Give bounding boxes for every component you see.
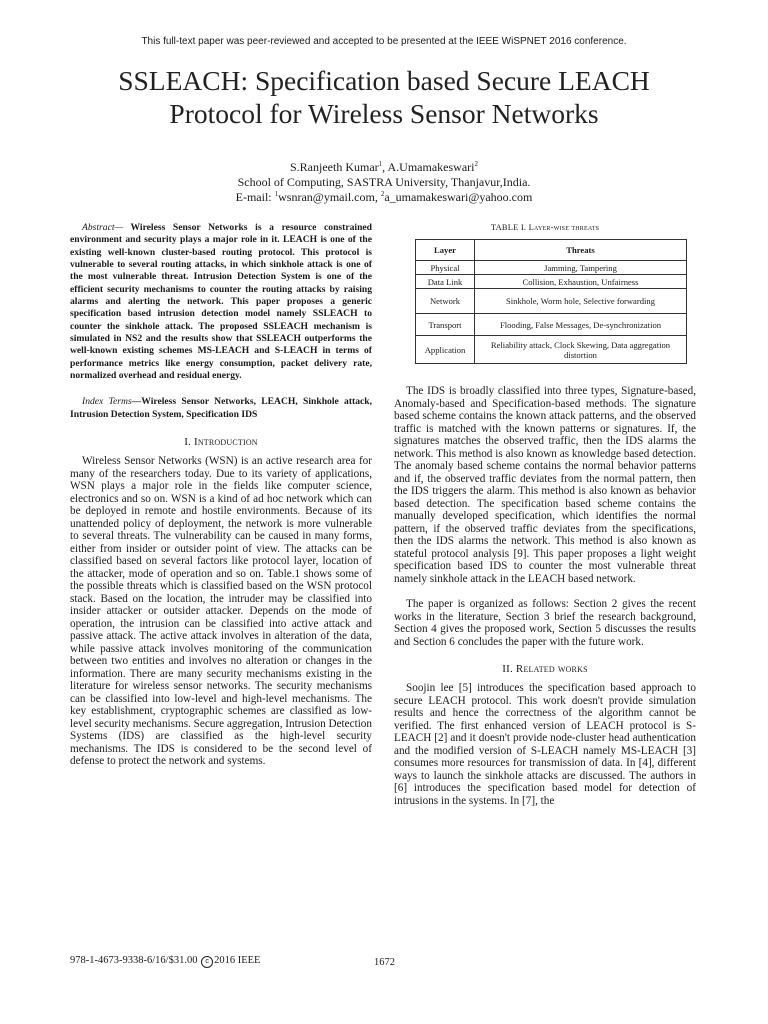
author-2: A.Umamakeswari — [387, 160, 475, 174]
table-caption-text: Layer-wise threats — [528, 222, 600, 232]
section-1-title: Introduction — [193, 436, 258, 449]
conference-note: This full-text paper was peer-reviewed and accepted to be presented at the IEEE WiSPNET 2016 conference. — [141, 36, 627, 47]
author-1-sup: 1 — [378, 160, 383, 168]
table-cell-threats: Flooding, False Messages, De-synchronization — [475, 314, 687, 336]
table-row — [416, 336, 687, 364]
index-terms — [70, 396, 372, 421]
left-column — [70, 222, 372, 768]
table-row — [416, 314, 687, 336]
table-header-row — [416, 240, 687, 261]
section-2-number: II. — [502, 663, 516, 675]
index-terms-label: Index Terms — [82, 396, 132, 408]
section-2-title: Related works — [515, 663, 588, 675]
copyright-year: 2016 IEEE — [214, 955, 261, 966]
section-heading-related-works — [394, 662, 696, 676]
email-1[interactable]: wsnran@ymail.com, — [278, 190, 381, 204]
page-number: 1672 — [374, 957, 395, 968]
author-separator: , — [382, 160, 388, 174]
author-names — [0, 160, 768, 175]
title-line-1: SSLEACH: Specification based Secure LEACH — [118, 65, 650, 96]
section-heading-introduction — [70, 435, 372, 449]
footer-isbn — [70, 955, 260, 968]
abstract-label: Abstract— — [82, 222, 124, 233]
paper-organization-paragraph: The paper is organized as follows: Section 2 gives the recent works in the literature, Section 3 brief the research background, Section 4 gives the proposed work, Section 5 discusses the results and Section 6 concludes the paper with the future work. — [394, 598, 696, 648]
paper-title — [40, 64, 728, 130]
author-1: S.Ranjeeth Kumar — [290, 160, 379, 174]
table-header-threats: Threats — [475, 240, 687, 261]
email-2-sup: 2 — [380, 190, 385, 198]
table-cell-threats: Reliability attack, Clock Skewing, Data aggregation distortion — [475, 336, 687, 364]
table-cell-layer: Network — [416, 289, 475, 314]
table-cell-threats: Collision, Exhaustion, Unfairness — [475, 275, 687, 289]
table-cell-threats: Jamming, Tampering — [475, 261, 687, 275]
email-2[interactable]: a_umamakeswari@yahoo.com — [384, 190, 533, 204]
table-cell-threats: Sinkhole, Worm hole, Selective forwarding — [475, 289, 687, 314]
isbn-text: 978-1-4673-9338-6/16/$31.00 — [70, 955, 201, 966]
related-works-paragraph: Soojin lee [5] introduces the specification based approach to secure LEACH protocol. This work doesn't provide simulation results and hence the correctness of the algorithm cannot be verified. The first enhanced version of LEACH protocol is S-LEACH [2] and it doesn't provide node-cluster head authentication and the modified version of S-LEACH namely MS-LEACH [3] consumes more resources for transmission of data. In [4], different ways to launch the sinkhole attacks are discussed. The authors in [6] introduces the specification based model for detection of intrusions in the systems. In [7], the — [394, 682, 696, 807]
table-row — [416, 275, 687, 289]
right-column — [394, 222, 696, 807]
table-caption — [394, 222, 696, 233]
email-1-sup: 1 — [274, 190, 279, 198]
email-line — [0, 190, 768, 205]
title-line-2: Protocol for Wireless Sensor Networks — [169, 98, 599, 129]
table-cell-layer: Physical — [416, 261, 475, 275]
abstract-text: Wireless Sensor Networks is a resource constrained environment and security plays a major role in it. LEACH is one of the existing well-known cluster-based routing protocol. This protocol is vulnerable to several routing attacks, in which sinkhole attack is one of the most vulnerable threat. Intrusion Detection System is one of the efficient security mechanisms to counter the routing attacks by raising alarms and alerting the network. This paper proposes a generic specification based intrusion detection model namely SSLEACH to counter the sinkhole attack. The proposed SSLEACH mechanism is simulated in NS2 and the results show that SSLEACH outperforms the well-known existing schemes MS-LEACH and S-LEACH in terms of performance metrics like energy consumption, packet delivery rate, normalized overhead and residual energy. — [70, 222, 372, 382]
layer-threats-table — [415, 239, 687, 364]
introduction-paragraph: Wireless Sensor Networks (WSN) is an active research area for many of the researchers today. Due to its variety of applications, WSN plays a major role in the fields like computer science, electronics and so on. WSN is a kind of ad hoc network which can be deployed in remote and hostile environments. Because of its unattended policy of deployment, the network is more vulnerable to several threats. The vulnerability can be caused in many forms, either from insider or outsider point of view. The attacks can be classified based on several factors like protocol layer, location of the attacker, mode of operation and so on. Table.1 shows some of the possible threats which is classified based on the WSN protocol stack. Based on the location, the intruder may be classified into insider attacker or outsider attacker. Depends on the mode of operation, the intrusion can be classified into active attack and passive attack. The active attack involves in alteration of the data, while passive attack involves monitoring of the communication between two entities and involves no alteration or changes in the information. There are many security mechanisms existing in the literature for wireless sensor networks. The security mechanisms can be classified into low-level and high-level mechanisms. The key establishment, cryptographic schemes are classified as low-level security mechanisms. Secure aggregation, Intrusion Detection Systems (IDS) are classified as the high-level security mechanisms. The IDS is considered to be the second level of defense to protect the network and systems. — [70, 455, 372, 768]
table-cell-layer: Data Link — [416, 275, 475, 289]
ids-classification-paragraph: The IDS is broadly classified into three types, Signature-based, Anomaly-based and Specification-based methods. The signature based scheme contains the known attack patterns, and the observed traffic is matched with the known patterns or signatures. If, the signatures matches the observed traffic, then the IDS alarms the network. This method is also known as knowledge based detection. The anomaly based scheme contains the normal behavior patterns and if, the observed traffic deviates from the normal pattern, then the IDS triggers the alarm. This method is also known as behavior based detection. The specification based scheme contains the manually developed specification, which identifies the normal pattern, if the observed traffic deviates from the specifications, then the IDS alarms the network. This method is also known as stateful protocol analysis [9]. This paper proposes a light weight specification based IDS to counter the most vulnerable threat namely sinkhole attack in the LEACH based network. — [394, 385, 696, 585]
table-caption-prefix: TABLE I. — [490, 222, 529, 232]
table-cell-layer: Application — [416, 336, 475, 364]
author-block — [0, 160, 768, 205]
table-header-layer: Layer — [416, 240, 475, 261]
section-1-number: I. — [184, 436, 194, 449]
affiliation: School of Computing, SASTRA University, Thanjavur,India. — [237, 175, 531, 189]
abstract — [70, 222, 372, 382]
copyright-icon: c — [201, 956, 213, 968]
table-row — [416, 261, 687, 275]
table-cell-layer: Transport — [416, 314, 475, 336]
index-terms-text: —Wireless Sensor Networks, LEACH, Sinkhole attack, Intrusion Detection System, Specification IDS — [70, 396, 372, 420]
author-2-sup: 2 — [474, 160, 478, 168]
email-prefix: E-mail: — [235, 190, 275, 204]
table-row — [416, 289, 687, 314]
